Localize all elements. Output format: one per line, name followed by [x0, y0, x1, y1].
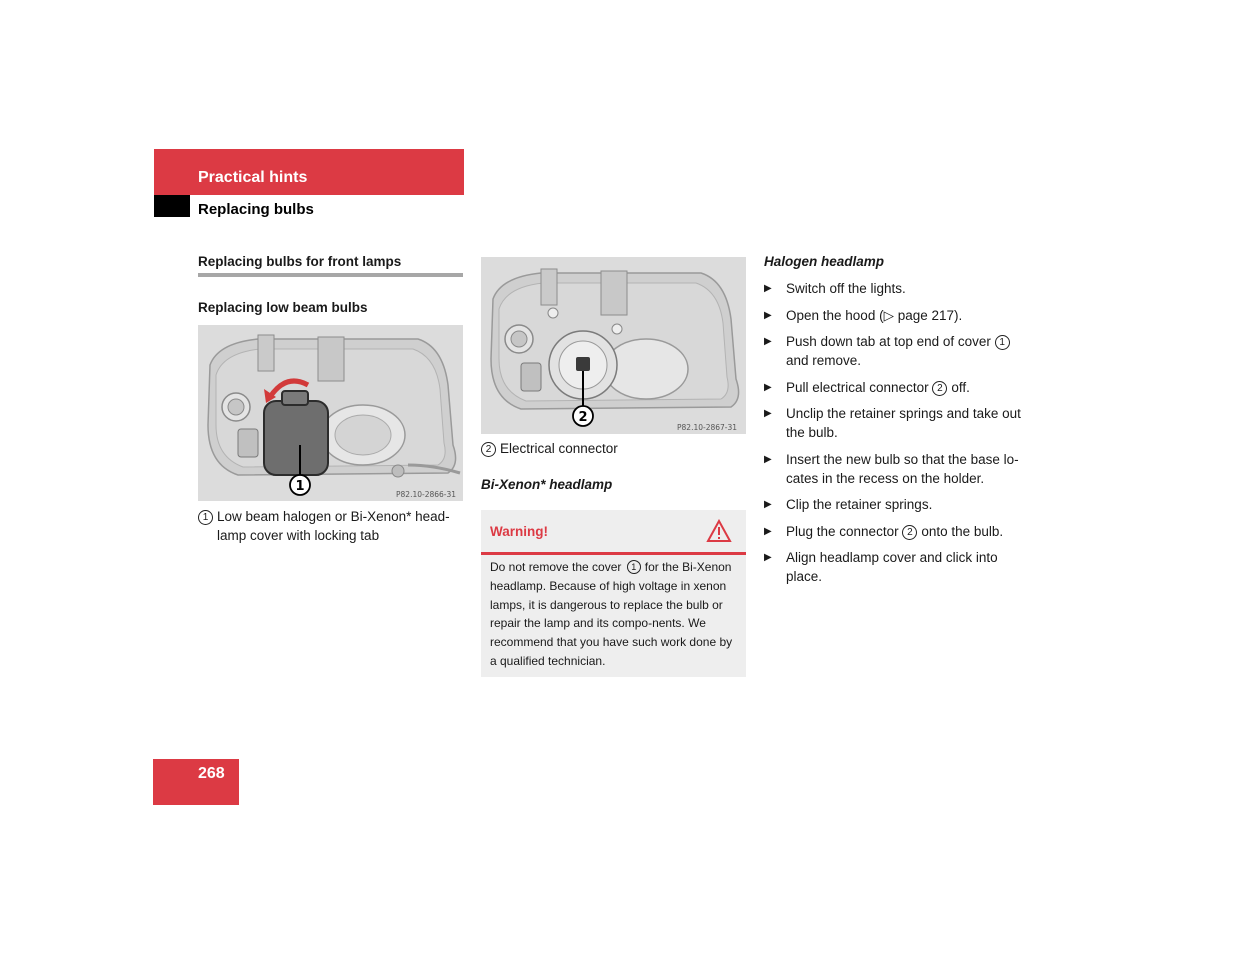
svg-text:1: 1	[295, 479, 305, 494]
caption-figure-2	[481, 439, 746, 458]
headlamp-illustration-1	[198, 325, 463, 501]
svg-text:2: 2	[578, 410, 588, 425]
figure-code: P82.10-2867-31	[677, 423, 738, 432]
callout-number: 1	[995, 335, 1010, 350]
figure-code: P82.10-2866-31	[396, 490, 457, 499]
warning-header	[481, 510, 746, 555]
heading-bi-xenon: Bi-Xenon* headlamp	[481, 477, 613, 492]
step-item: ▶ Push down tab at top end of cover 1and remove.	[764, 332, 1036, 370]
step-item: ▶ Open the hood (▷ page 217).	[764, 307, 963, 323]
step-item: ▶ Insert the new bulb so that the base lo-cates in the recess on the holder.	[764, 451, 1019, 486]
step-item: ▶ Pull electrical connector 2 off.	[764, 379, 970, 395]
subsection-title: Replacing bulbs	[198, 201, 314, 218]
headlamp-illustration-2	[481, 257, 746, 434]
step-item: ▶ Clip the retainer springs.	[764, 497, 933, 512]
subsection-marker	[154, 195, 190, 217]
heading-front-lamps: Replacing bulbs for front lamps	[198, 254, 402, 269]
section-title: Practical hints	[198, 169, 308, 186]
warning-box	[481, 510, 746, 677]
bullet-icon: ▶	[764, 525, 772, 537]
caption-figure-1	[198, 507, 466, 545]
callout-number: 2	[481, 442, 496, 457]
page-reference-icon: ▷	[883, 307, 894, 323]
step-item: ▶ Switch off the lights.	[764, 281, 906, 296]
bullet-icon: ▶	[764, 381, 772, 393]
bullet-icon: ▶	[764, 408, 772, 419]
bullet-icon: ▶	[764, 309, 772, 321]
warning-triangle-icon	[706, 519, 732, 543]
steps-list	[764, 279, 1036, 594]
bullet-icon: ▶	[764, 336, 772, 347]
heading-low-beam: Replacing low beam bulbs	[198, 300, 368, 315]
callout-number: 1	[627, 560, 641, 574]
step-item: ▶ Unclip the retainer springs and take out the bulb.	[764, 406, 1021, 440]
heading-halogen: Halogen headlamp	[764, 254, 885, 269]
caption-text: Low beam halogen or Bi-Xenon* head-lamp cover with locking tab	[217, 509, 450, 543]
heading-rule	[198, 273, 463, 277]
warning-text: Do not remove the cover 1 for the Bi-Xenon headlamp. Because of high voltage in xenon lamps, it is dangerous to replace the bulb or repair the lamp and its compo-nents. We recommend that you have such work done by a qualified technician.	[490, 560, 733, 668]
callout-number: 2	[902, 525, 917, 540]
figure-electrical-connector	[481, 257, 746, 434]
step-item: ▶ Plug the connector 2 onto the bulb.	[764, 523, 1004, 539]
callout-number: 1	[198, 510, 213, 525]
callout-number: 2	[932, 381, 947, 396]
bullet-icon: ▶	[764, 283, 772, 294]
page-number: 268	[198, 765, 225, 782]
bullet-icon: ▶	[764, 499, 772, 510]
step-item: ▶ Align headlamp cover and click into place.	[764, 550, 998, 584]
warning-label: Warning!	[490, 524, 548, 539]
caption-text: Electrical connector	[500, 441, 618, 456]
figure-low-beam-cover	[198, 325, 463, 501]
bullet-icon: ▶	[764, 453, 772, 465]
bullet-icon: ▶	[764, 552, 772, 563]
page-number-box	[153, 759, 239, 805]
